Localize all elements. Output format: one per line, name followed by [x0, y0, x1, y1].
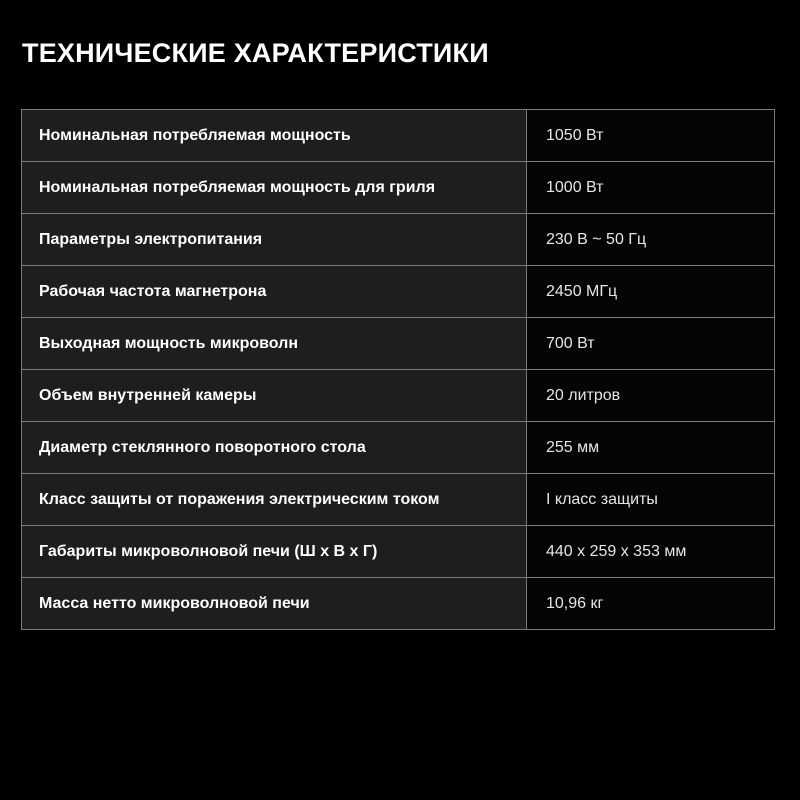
spec-name-cell: Рабочая частота магнетрона [22, 266, 527, 318]
spec-value-cell: 440 х 259 х 353 мм [527, 526, 775, 578]
spec-value-cell: 10,96 кг [527, 578, 775, 630]
page-title: ТЕХНИЧЕСКИЕ ХАРАКТЕРИСТИКИ [22, 38, 489, 68]
spec-value-cell: 20 литров [527, 370, 775, 422]
table-row [22, 474, 775, 526]
specifications-table-body [22, 110, 775, 630]
spec-name-cell: Объем внутренней камеры [22, 370, 527, 422]
spec-value-cell: 1050 Вт [527, 110, 775, 162]
table-row [22, 578, 775, 630]
spec-name-cell: Выходная мощность микроволн [22, 318, 527, 370]
table-row [22, 162, 775, 214]
spec-name-cell: Класс защиты от поражения электрическим током [22, 474, 527, 526]
spec-value-cell: I класс защиты [527, 474, 775, 526]
spec-value-cell: 255 мм [527, 422, 775, 474]
spec-name-cell: Диаметр стеклянного поворотного стола [22, 422, 527, 474]
spec-name-cell: Номинальная потребляемая мощность для гриля [22, 162, 527, 214]
table-row [22, 110, 775, 162]
table-row [22, 214, 775, 266]
spec-value-cell: 2450 МГц [527, 266, 775, 318]
spec-value-cell: 700 Вт [527, 318, 775, 370]
spec-value-cell: 1000 Вт [527, 162, 775, 214]
table-row [22, 422, 775, 474]
table-row [22, 370, 775, 422]
table-row [22, 526, 775, 578]
spec-name-cell: Масса нетто микроволновой печи [22, 578, 527, 630]
spec-name-cell: Параметры электропитания [22, 214, 527, 266]
spec-name-cell: Габариты микроволновой печи (Ш х В х Г) [22, 526, 527, 578]
table-row [22, 318, 775, 370]
spec-value-cell: 230 В ~ 50 Гц [527, 214, 775, 266]
spec-name-cell: Номинальная потребляемая мощность [22, 110, 527, 162]
specifications-table [21, 109, 775, 630]
table-row [22, 266, 775, 318]
